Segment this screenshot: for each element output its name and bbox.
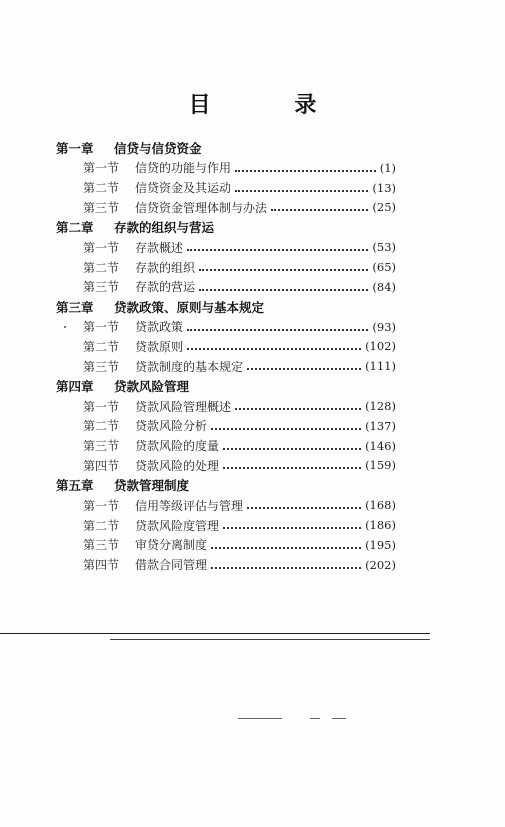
- section-number: 第一节: [83, 320, 120, 335]
- section-title: 贷款原则: [135, 339, 184, 354]
- section-number: 第三节: [83, 200, 120, 215]
- toc-chapter: [56, 297, 396, 317]
- dot-leader: [187, 249, 368, 251]
- section-number: 第三节: [83, 359, 120, 374]
- page-number: (128): [365, 399, 396, 414]
- toc-chapter: [56, 138, 396, 158]
- page-number: (111): [365, 359, 396, 374]
- section-title: 存款的营运: [135, 280, 196, 295]
- page-number: (25): [372, 200, 396, 215]
- section-number: 第一节: [83, 498, 120, 513]
- toc-section: [56, 515, 396, 535]
- toc-section: [56, 257, 396, 277]
- page-number: (137): [365, 418, 396, 433]
- dot-leader: [247, 507, 361, 509]
- toc-section: [56, 337, 396, 357]
- page-number: (102): [365, 339, 396, 354]
- chapter-title: 信贷与信贷资金: [114, 141, 202, 156]
- page-number: (202): [365, 557, 396, 572]
- section-number: 第二节: [83, 518, 120, 533]
- dot-leader: [199, 289, 368, 291]
- chapter-title: 贷款政策、原则与基本规定: [114, 299, 265, 315]
- section-number: 第一节: [83, 240, 120, 255]
- dot-leader: [223, 448, 361, 450]
- horizontal-rule: [110, 639, 430, 640]
- dot-leader: [211, 428, 361, 430]
- chapter-title: 存款的组织与营运: [114, 220, 215, 236]
- section-number: 第二节: [83, 339, 120, 354]
- section-number: 第二节: [83, 419, 120, 434]
- toc-chapter: [56, 376, 396, 396]
- section-title: 贷款政策: [135, 320, 184, 335]
- toc-section: [56, 178, 396, 198]
- dot-leader: [199, 269, 368, 271]
- dot-leader: [223, 467, 361, 469]
- section-title: 信用等级评估与管理: [135, 498, 244, 513]
- toc-section: [56, 495, 396, 515]
- toc-section: [56, 198, 396, 218]
- section-title: 信贷的功能与作用: [135, 161, 232, 176]
- toc-section: [56, 436, 396, 456]
- section-number: 第二节: [83, 260, 120, 275]
- chapter-number: 第三章: [56, 299, 94, 315]
- chapter-number: 第二章: [56, 220, 94, 236]
- section-number: 第三节: [83, 439, 120, 454]
- toc-chapter: [56, 475, 396, 495]
- toc-section: [56, 356, 396, 376]
- dot-leader: [187, 329, 368, 331]
- section-number: 第四节: [83, 558, 120, 573]
- section-title: 存款的组织: [135, 260, 196, 275]
- scan-mark: [238, 718, 282, 719]
- scan-mark: [332, 718, 346, 719]
- section-title: 审贷分离制度: [135, 538, 208, 553]
- toc-section: [56, 158, 396, 178]
- toc-section: [56, 396, 396, 416]
- page-number: (93): [372, 319, 396, 334]
- section-number: 第一节: [83, 399, 120, 414]
- dot-leader: [235, 408, 361, 410]
- section-title: 贷款风险管理概述: [135, 399, 232, 414]
- page-number: (84): [372, 279, 396, 294]
- table-of-contents: [56, 138, 396, 575]
- page-number: (53): [372, 240, 396, 255]
- page-number: (159): [365, 458, 396, 473]
- page-title: 目 录: [188, 93, 355, 118]
- section-title: 贷款风险的度量: [135, 439, 220, 454]
- chapter-title: 贷款管理制度: [114, 478, 190, 494]
- page-number: (13): [372, 180, 396, 195]
- dot-leader: [235, 190, 368, 192]
- chapter-number: 第一章: [56, 141, 94, 156]
- toc-chapter: [56, 217, 396, 237]
- toc-section: [56, 317, 396, 337]
- chapter-title: 贷款风险管理: [114, 379, 190, 395]
- dot-leader: [211, 547, 361, 549]
- section-title: 贷款风险度管理: [135, 518, 220, 533]
- chapter-number: 第四章: [56, 379, 94, 395]
- scan-mark: [310, 718, 320, 719]
- chapter-number: 第五章: [56, 478, 94, 494]
- section-title: 贷款风险分析: [135, 419, 208, 434]
- section-number: 第二节: [83, 181, 120, 196]
- section-number: 第三节: [83, 538, 120, 553]
- toc-section: [56, 277, 396, 297]
- section-title: 存款概述: [135, 240, 184, 255]
- toc-section: [56, 456, 396, 476]
- dot-leader: [271, 209, 368, 211]
- section-number: 第四节: [83, 458, 120, 473]
- scan-speck: [64, 326, 66, 328]
- dot-leader: [187, 348, 361, 350]
- section-title: 贷款风险的处理: [135, 458, 220, 473]
- page-number: (65): [372, 260, 396, 275]
- page-number: (168): [365, 498, 396, 513]
- page-number: (186): [365, 518, 396, 533]
- section-title: 信贷资金管理体制与办法: [135, 200, 268, 215]
- toc-section: [56, 535, 396, 555]
- page-number: (146): [365, 438, 396, 453]
- section-number: 第一节: [83, 161, 120, 176]
- toc-section: [56, 416, 396, 436]
- section-number: 第三节: [83, 280, 120, 295]
- section-title: 信贷资金及其运动: [135, 181, 232, 196]
- dot-leader: [211, 567, 361, 569]
- section-title: 借款合同管理: [135, 558, 208, 573]
- page-number: (1): [379, 160, 396, 175]
- section-title: 贷款制度的基本规定: [135, 359, 244, 374]
- dot-leader: [223, 527, 361, 529]
- dot-leader: [247, 368, 361, 370]
- toc-section: [56, 555, 396, 575]
- dot-leader: [235, 170, 376, 172]
- horizontal-rule: [0, 633, 430, 634]
- toc-section: [56, 237, 396, 257]
- page-number: (195): [365, 537, 396, 552]
